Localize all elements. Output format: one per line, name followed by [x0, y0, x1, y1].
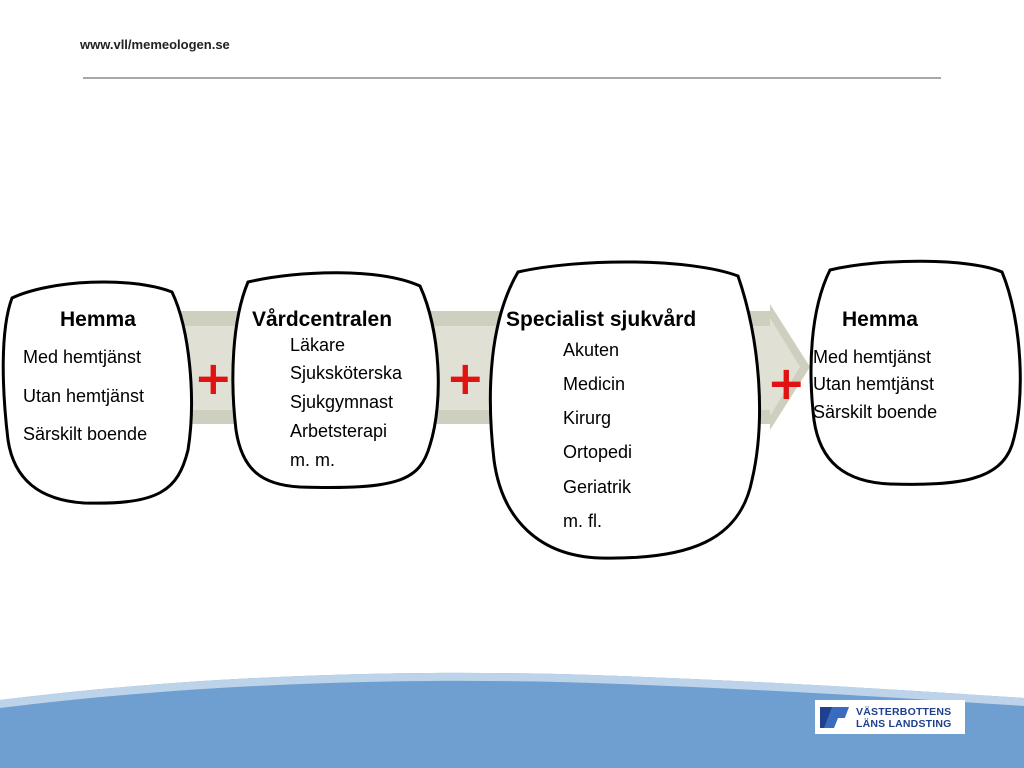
node-1-item: Med hemtjänst: [23, 347, 142, 367]
node-4-item: Utan hemtjänst: [813, 374, 935, 394]
node-1-item: Särskilt boende: [23, 424, 148, 444]
node-3-item: m. fl.: [563, 511, 602, 531]
node-4-item: Med hemtjänst: [813, 347, 932, 367]
plus-icon: +: [194, 351, 233, 405]
node-2-item: Arbetsterapi: [290, 421, 388, 441]
node-2-item: Sjuksköterska: [290, 363, 403, 383]
node-2-title: Vårdcentralen: [252, 308, 393, 331]
logo-line-2: LÄNS LANDSTING: [856, 718, 952, 730]
plus-icon: +: [767, 356, 806, 410]
node-3-item: Geriatrik: [563, 477, 632, 497]
node-3-item: Akuten: [563, 340, 620, 360]
node-2-item: m. m.: [290, 450, 335, 470]
node-3-title: Specialist sjukvård: [506, 308, 697, 331]
node-2-item: Läkare: [290, 335, 346, 355]
website-url[interactable]: www.vll/memeologen.se: [80, 37, 230, 52]
node-4-title: Hemma: [842, 308, 918, 331]
node-1-title: Hemma: [60, 308, 136, 331]
node-4-item: Särskilt boende: [813, 402, 938, 422]
landsting-logo-icon: [820, 707, 849, 728]
node-3-item: Kirurg: [563, 408, 612, 428]
node-2-item: Sjukgymnast: [290, 392, 394, 412]
plus-icon: +: [446, 351, 485, 405]
logo-line-1: VÄSTERBOTTENS: [856, 706, 952, 718]
node-3-item: Ortopedi: [563, 442, 633, 462]
node-3-item: Medicin: [563, 374, 626, 394]
node-1-item: Utan hemtjänst: [23, 386, 145, 406]
